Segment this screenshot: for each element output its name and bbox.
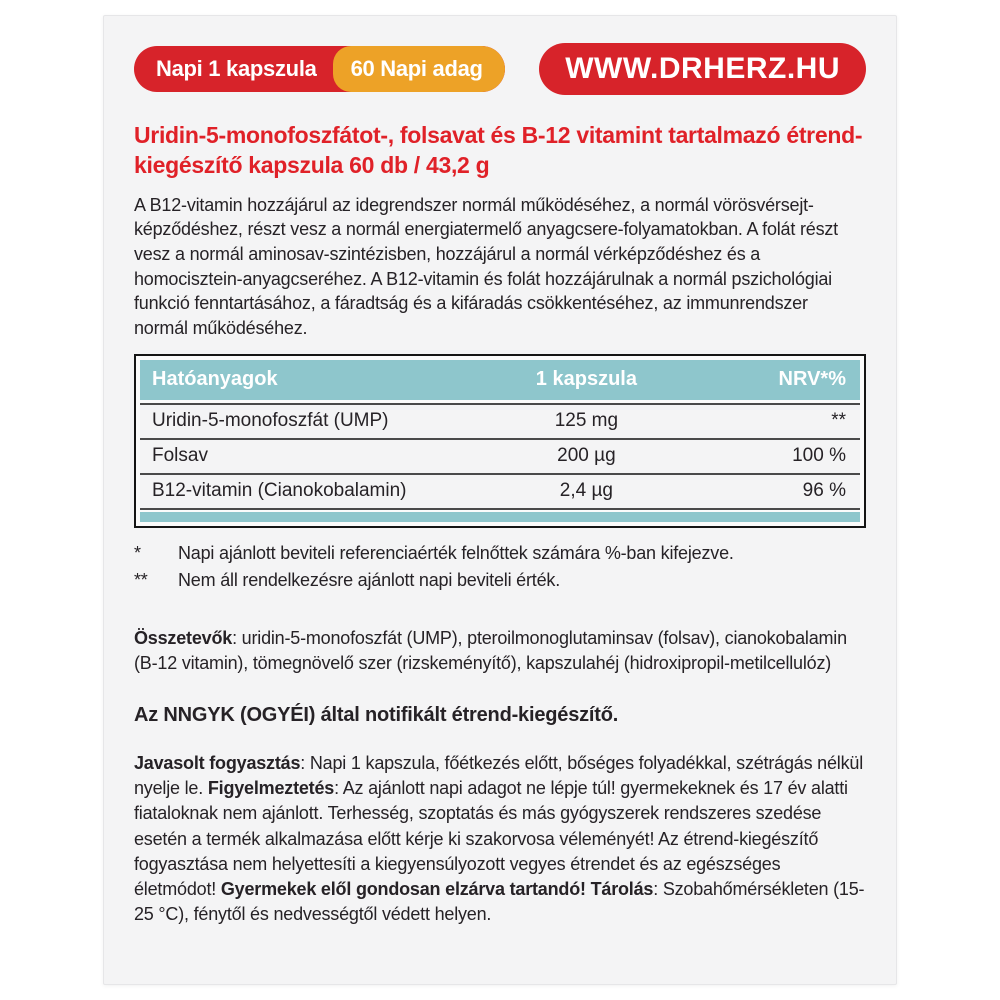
ingredient-amount: 200 µg xyxy=(557,445,616,467)
footnote-marker: * xyxy=(134,542,141,563)
usage-paragraph: Javasolt fogyasztás: Napi 1 kapszula, főétkezés előtt, bőséges folyadékkal, szétrágás nélkül nyelje le. Figyelmeztetés: Az ajánlott napi adagot ne lépje túl! gyermekeknek és 17 év alatti fiataloknak nem ajánlott. Terhesség, szoptatás és más gyógyszerek rendszeres szedése esetén a termék alkalmazása előtt kérje ki szakorvosa véleményét! Az étrend-kiegészítő fogyasztása nem helyettesíti a kiegyensúlyozott vegyes étrendet és az egészséges életmódot! Gyermekek elől gondosan elzárva tartandó! Tárolás: Szobahőmérsékleten (15-25 °C), fénytől és nedvességtől védett helyen. xyxy=(134,753,865,925)
product-title: Uridin-5-monofoszfátot-, folsavat és B-12 vitamint tartalmazó étrend-kiegészítő kapszula 60 db / 43,2 g xyxy=(134,122,863,178)
ingredient-nrv: ** xyxy=(831,410,846,432)
table-row xyxy=(140,438,860,473)
footnote-text: Nem áll rendelkezésre ajánlott napi beviteli érték. xyxy=(178,569,561,590)
footnotes xyxy=(134,540,866,594)
label-card xyxy=(103,15,897,985)
table-header-per-capsule: 1 kapszula xyxy=(535,368,637,391)
table-row xyxy=(140,403,860,438)
footnote xyxy=(134,540,866,567)
notification-line: Az NNGYK (OGYÉI) által notifikált étrend-kiegészítő. xyxy=(134,704,619,727)
dosage-capsule-badge xyxy=(134,46,505,92)
ingredient-name: Uridin-5-monofoszfát (UMP) xyxy=(152,410,389,432)
website-badge: WWW.DRHERZ.HU xyxy=(539,43,866,95)
footnote-text: Napi ajánlott beviteli referenciaérték felnőttek számára %-ban kifejezve. xyxy=(178,542,734,563)
ingredient-nrv: 100 % xyxy=(792,445,846,467)
ingredient-amount: 125 mg xyxy=(554,410,619,432)
ingredient-amount: 2,4 µg xyxy=(559,480,613,502)
badges-row xyxy=(134,16,866,95)
table-header-row xyxy=(140,360,860,400)
intro-paragraph: A B12-vitamin hozzájárul az idegrendszer normál működéséhez, a normál vörösvérsejt-képződéshez, részt vesz a normál energiatermelő anyagcsere-folyamatokban. A folát részt vesz a normál aminosav-szintézisben, hozzájárul a normál vérképződéshez és a homocisztein-anyagcseréhez. A B12-vitamin és folát hozzájárulnak a normál pszichológiai funkció fenntartásához, a fáradtság és a kifáradás csökkentéséhez, az immunrendszer normál működéséhez. xyxy=(134,194,838,339)
servings-badge: 60 Napi adag xyxy=(333,46,505,92)
footnote-marker: ** xyxy=(134,569,148,590)
ingredient-name: B12-vitamin (Cianokobalamin) xyxy=(152,480,407,502)
ingredient-nrv: 96 % xyxy=(802,480,846,502)
ingredients-table xyxy=(134,354,866,528)
table-footer-bar xyxy=(140,512,860,522)
table-row xyxy=(140,473,860,508)
table-header-active-ingredients: Hatóanyagok xyxy=(152,368,278,391)
ingredients-paragraph: Összetevők: uridin-5-monofoszfát (UMP), pteroilmonoglutaminsav (folsav), cianokobalamin (B-12 vitamin), tömegnövelő szer (rizskeményítő), kapszulahéj (hidroxipropil-metilcellulóz) xyxy=(134,627,847,673)
table-header-nrv: NRV*% xyxy=(778,368,846,391)
daily-dose-badge: Napi 1 kapszula xyxy=(156,56,317,81)
ingredient-name: Folsav xyxy=(152,445,208,467)
table-rows xyxy=(140,403,860,510)
footnote xyxy=(134,567,866,594)
